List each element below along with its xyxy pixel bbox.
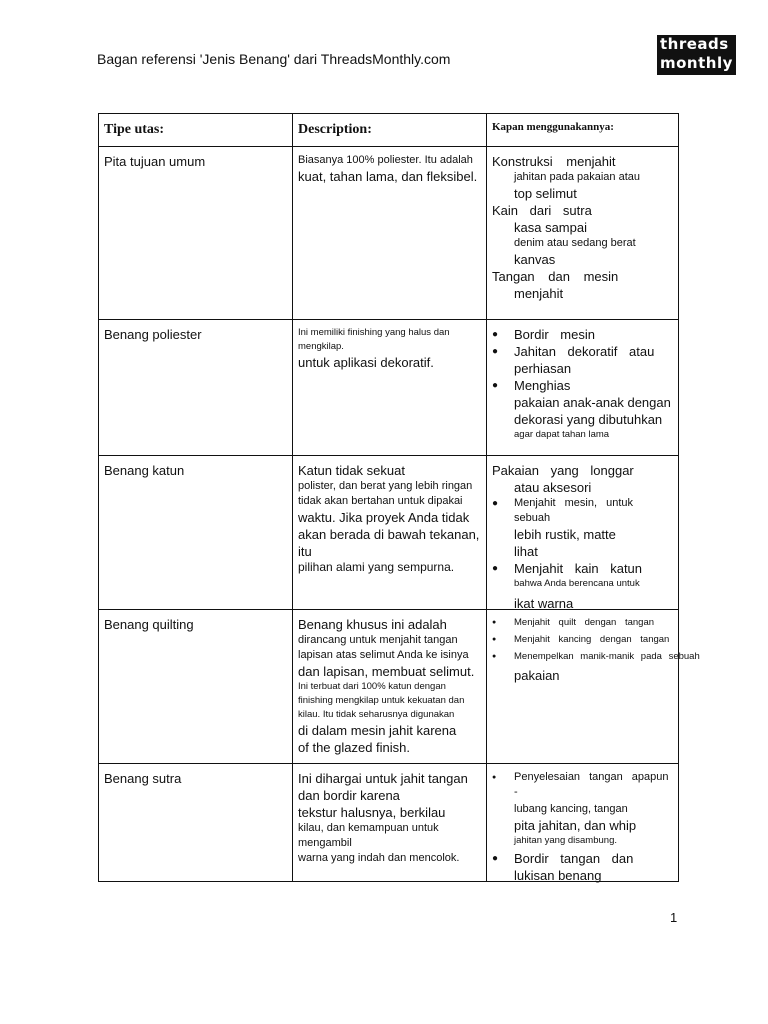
thread-usage: ● Menjahit quilt dengan tangan ● Menjahit kancing dengan tangan ● Menempelkan manik-manik pada sebuah pakaian xyxy=(486,610,678,763)
thread-type: Benang sutra xyxy=(104,771,182,786)
thread-usage: Pakaian yang longgar atau aksesori ● Menjahit mesin, untuk sebuah lebih rustik, matte lihat ● Menjahit kain katun bahwa Anda berencana untuk ikat warna xyxy=(486,456,678,609)
table-row xyxy=(99,146,678,319)
thread-type: Benang katun xyxy=(104,463,185,478)
header-when-to-use: Kapan menggunakannya: xyxy=(486,114,678,146)
thread-description: Ini dihargai untuk jahit tangan dan bordir karena tekstur halusnya, berkilau kilau, dan kemampuan untuk mengambil warna yang indah dan mencolok. xyxy=(292,764,486,881)
thread-description: Katun tidak sekuat polister, dan berat yang lebih ringan tidak akan bertahan untuk dipakai waktu. Jika proyek Anda tidak akan berada di bawah tekanan, itu pilihan alami yang sempurna. xyxy=(292,456,486,609)
table-row xyxy=(99,455,678,609)
thread-usage: ● Bordir mesin ● Jahitan dekoratif atau perhiasan ● Menghias pakaian anak-anak dengan dekorasi yang dibutuhkan agar dapat tahan lama xyxy=(486,320,678,455)
logo-line-1: threads xyxy=(660,35,729,53)
table-row xyxy=(99,319,678,455)
thread-description: Benang khusus ini adalah dirancang untuk menjahit tangan lapisan atas selimut Anda ke isinya dan lapisan, membuat selimut. Ini terbuat dari 100% katun dengan finishing mengkilap untuk kekuatan dan kilau. Itu tidak seharusnya digunakan di dalam mesin jahit karena of the glazed finish. xyxy=(292,610,486,763)
thread-type: Pita tujuan umum xyxy=(104,154,206,169)
thread-description: Biasanya 100% poliester. Itu adalah kuat, tahan lama, dan fleksibel. xyxy=(292,147,486,319)
table-header-row xyxy=(99,114,678,146)
table-row xyxy=(99,609,700,763)
document-header: Bagan referensi 'Jenis Benang' dari ThreadsMonthly.com xyxy=(97,51,451,67)
page-number: 1 xyxy=(670,910,678,925)
thread-usage: ● Penyelesaian tangan apapun - lubang kancing, tangan pita jahitan, dan whip jahitan yang disambung. ● Bordir tangan dan lukisan benang xyxy=(486,764,678,881)
thread-usage: Konstruksi menjahit jahitan pada pakaian atau top selimut Kain dari sutra kasa sampai denim atau sedang berat kanvas Tangan dan mesin menjahit xyxy=(486,147,678,319)
thread-description: Ini memiliki finishing yang halus dan mengkilap. untuk aplikasi dekoratif. xyxy=(292,320,486,455)
logo-line-2: monthly xyxy=(660,54,733,72)
header-description: Description: xyxy=(292,114,486,146)
threadsmonthly-logo xyxy=(657,35,736,75)
thread-types-table xyxy=(98,113,700,883)
header-type: Tipe utas: xyxy=(104,122,165,137)
table-row xyxy=(99,763,678,881)
thread-type: Benang quilting xyxy=(104,617,194,632)
thread-type: Benang poliester xyxy=(104,327,202,342)
